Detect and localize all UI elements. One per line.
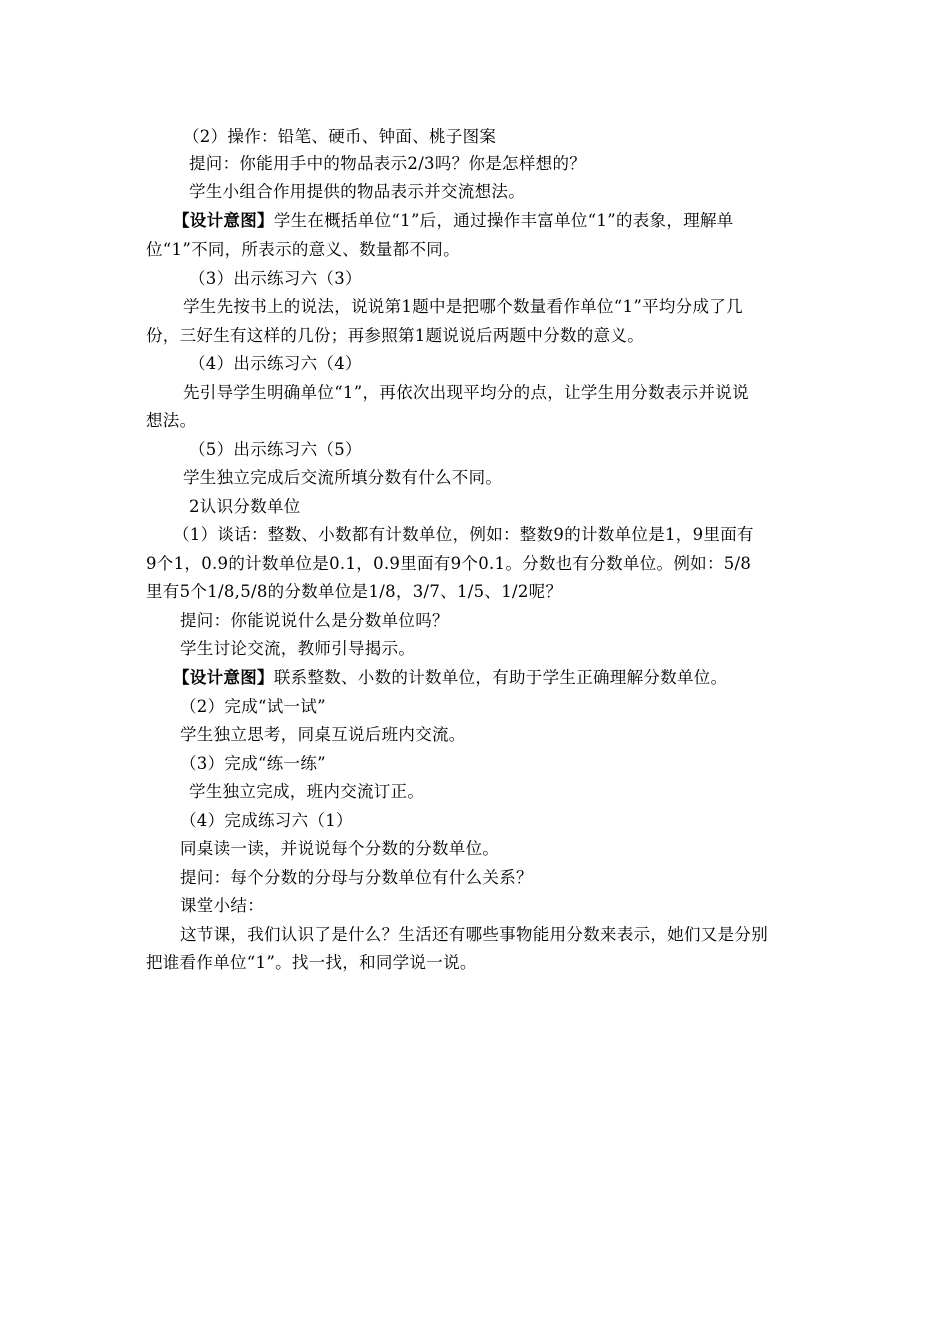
text-line: （4）完成练习六（1） <box>180 811 353 830</box>
text-line: 想法。 <box>146 411 197 430</box>
text-line: （1）谈话：整数、小数都有计数单位，例如：整数9的计数单位是1，9里面有 <box>173 525 754 544</box>
text-line: 课堂小结： <box>180 896 264 915</box>
design-intent-tag: 【设计意图】 <box>173 211 274 230</box>
text-line: 提问：每个分数的分母与分数单位有什么关系？ <box>180 868 533 887</box>
design-intent-text: 学生在概括单位“1”后，通过操作丰富单位“1”的表象，理解单 <box>273 211 734 230</box>
design-intent-text: 联系整数、小数的计数单位，有助于学生正确理解分数单位。 <box>273 668 728 687</box>
text-line: 学生先按书上的说法，说说第1题中是把哪个数量看作单位“1”平均分成了几 <box>183 297 743 316</box>
text-line: 学生独立完成后交流所填分数有什么不同。 <box>183 468 503 487</box>
text-line: 2认识分数单位 <box>189 497 301 516</box>
design-intent-tag: 【设计意图】 <box>173 668 274 687</box>
text-line: 学生小组合作用提供的物品表示并交流想法。 <box>189 182 525 201</box>
text-line: 提问：你能用手中的物品表示2/3吗？你是怎样想的？ <box>189 154 587 173</box>
text-line: 先引导学生明确单位“1”，再依次出现平均分的点，让学生用分数表示并说说 <box>183 383 749 402</box>
text-line: （4）出示练习六（4） <box>189 354 362 373</box>
text-line: （3）出示练习六（3） <box>189 269 362 288</box>
text-line: 学生讨论交流，教师引导揭示。 <box>180 639 416 658</box>
text-line: 提问：你能说说什么是分数单位吗？ <box>180 611 449 630</box>
text-line: 里有5个1/8,5/8的分数单位是1/8，3/7、1/5、1/2呢？ <box>146 582 563 601</box>
text-line: 9个1，0.9的计数单位是0.1，0.9里面有9个0.1。分数也有分数单位。例如：5/8 <box>146 554 752 573</box>
text-line: 份，三好生有这样的几份；再参照第1题说说后两题中分数的意义。 <box>146 326 644 345</box>
text-line: 学生独立完成，班内交流订正。 <box>189 782 425 801</box>
text-line: （2）完成“试一试” <box>180 697 326 716</box>
text-line: 这节课，我们认识了是什么？生活还有哪些事物能用分数来表示，她们又是分别 <box>180 925 768 944</box>
text-line: 同桌读一读，并说说每个分数的分数单位。 <box>180 839 500 858</box>
text-line: （3）完成“练一练” <box>180 754 326 773</box>
text-line: 位“1”不同，所表示的意义、数量都不同。 <box>146 240 460 259</box>
text-line: （5）出示练习六（5） <box>189 440 362 459</box>
text-line: （2）操作：铅笔、硬币、钟面、桃子图案 <box>183 127 497 146</box>
text-line: 把谁看作单位“1”。找一找，和同学说一说。 <box>146 953 477 972</box>
text-line: 学生独立思考，同桌互说后班内交流。 <box>180 725 466 744</box>
text-line <box>173 667 727 689</box>
text-line <box>173 210 734 232</box>
